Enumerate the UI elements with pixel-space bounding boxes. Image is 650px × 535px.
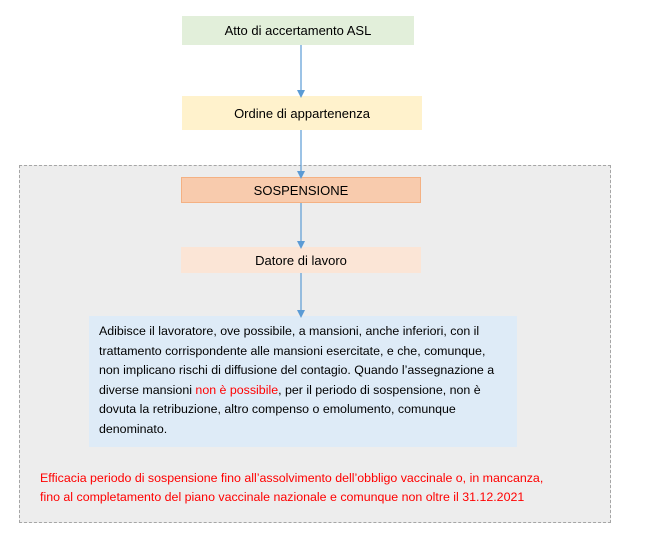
step-datore-lavoro-label: Datore di lavoro — [255, 252, 347, 268]
description-text-part1: Adibisce il lavoratore, ove possibile, a mansioni, anche inferiori, con il trattamento corrispondente alle mansioni esercitate, e che, comunque, non implicano rischi di diffusione del contagio. Quando l’assegnazione a diverse mansioni — [99, 324, 495, 397]
step-sospensione-label: SOSPENSIONE — [253, 182, 349, 198]
validity-note — [40, 469, 600, 507]
step-atto-accertamento-label: Atto di accertamento ASL — [224, 23, 372, 38]
step-datore-lavoro — [181, 247, 421, 273]
description-box — [89, 316, 517, 447]
step-ordine-appartenenza-label: Ordine di appartenenza — [234, 105, 370, 121]
description-text-part2: , per il periodo di sospensione, non è dovuta la retribuzione, altro compenso o emolumento, comunque denominato. — [99, 382, 481, 436]
validity-note-line1: Efficacia periodo di sospensione fino all’assolvimento dell’obbligo vaccinale o, in mancanza, — [40, 471, 544, 485]
step-sospensione — [181, 177, 421, 203]
validity-note-line2: fino al completamento del piano vaccinale nazionale e comunque non oltre il 31.12.2021 — [40, 490, 525, 504]
step-ordine-appartenenza — [182, 96, 422, 130]
step-atto-accertamento — [182, 16, 414, 45]
description-highlight: non è possibile — [195, 382, 279, 397]
